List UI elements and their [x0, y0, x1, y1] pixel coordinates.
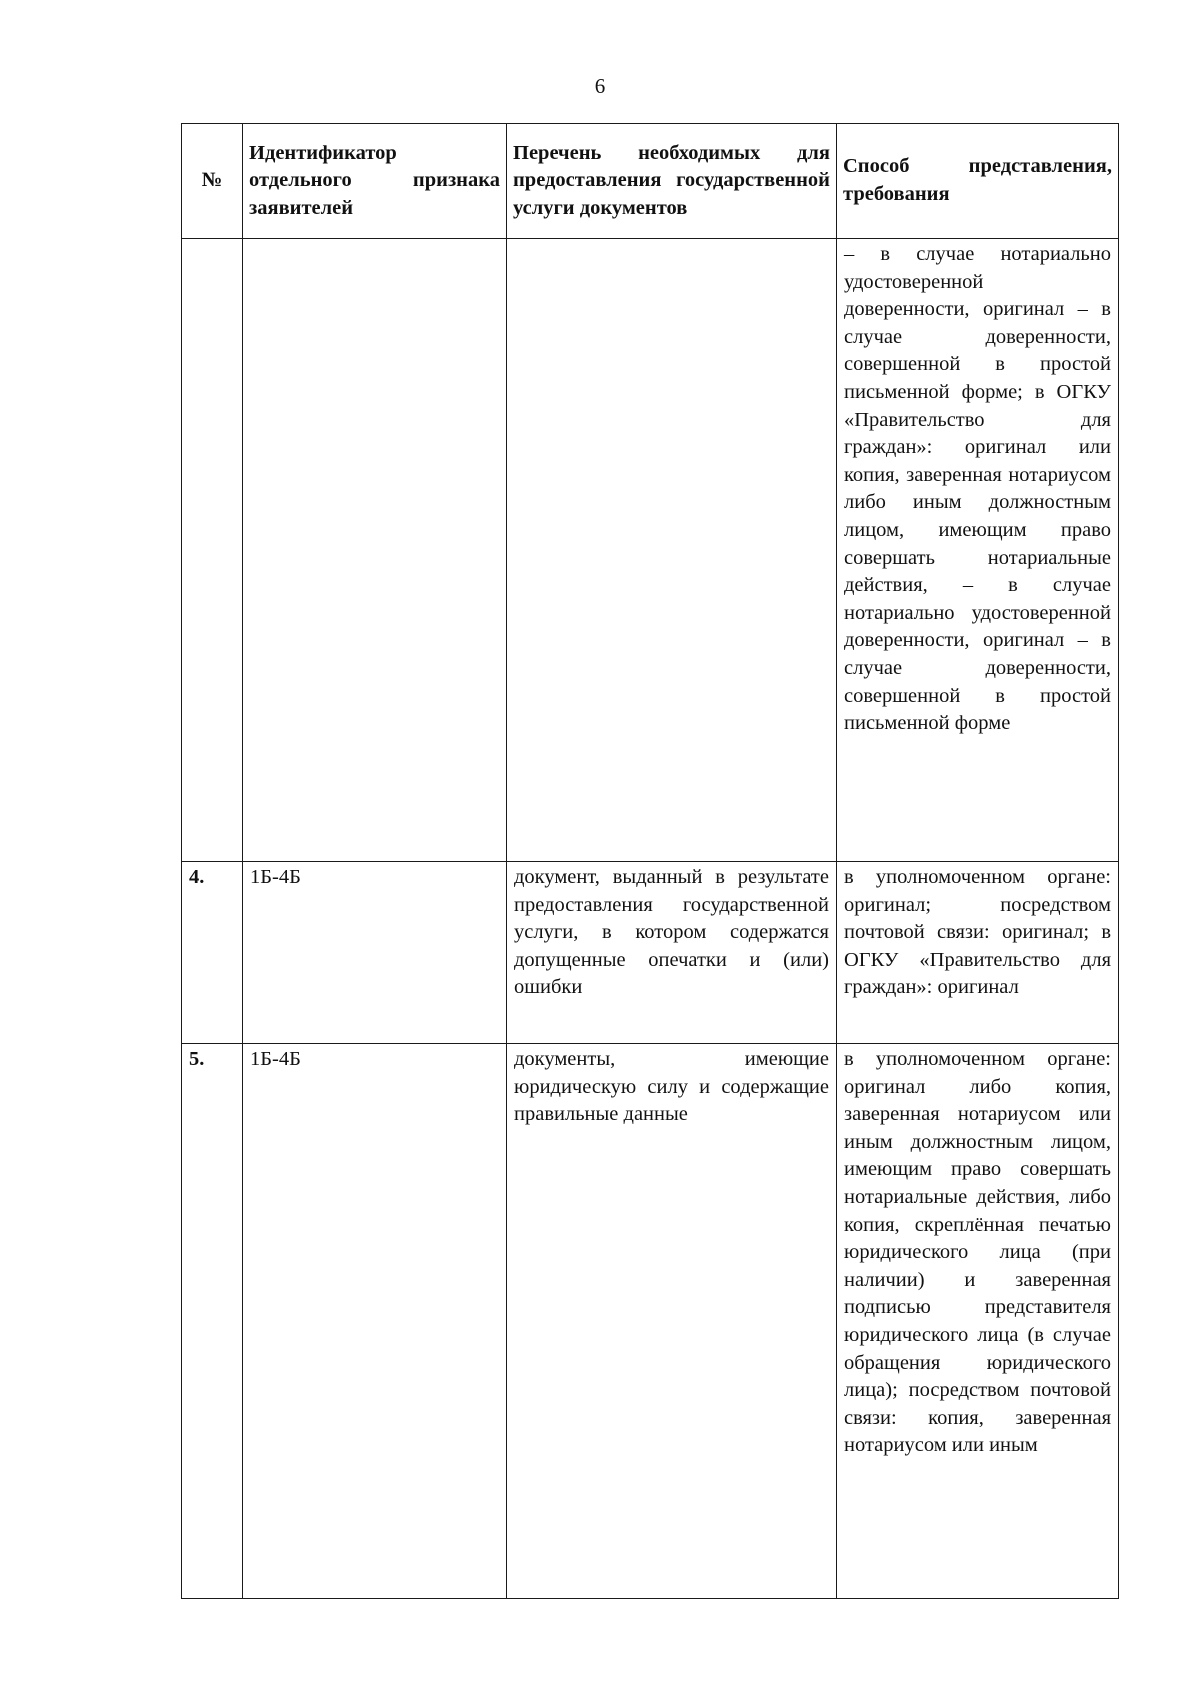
row-identifier: 1Б-4Б — [243, 1044, 507, 1599]
row-num — [182, 239, 243, 862]
header-num: № — [182, 124, 243, 239]
table-row — [182, 1044, 1119, 1599]
row-documents — [507, 239, 837, 862]
page-number: 6 — [594, 74, 606, 98]
row-method: в уполномоченном органе: оригинал; посредством почтовой связи: оригинал; в ОГКУ «Правительство для граждан»: оригинал — [837, 862, 1119, 1044]
table-row — [182, 239, 1119, 862]
header-identifier: Идентификатор отдельного признака заявителей — [243, 124, 507, 239]
header-documents: Перечень необходимых для предоставления государственной услуги документов — [507, 124, 837, 239]
row-method: – в случае нотариально удостоверенной доверенности, оригинал – в случае доверенности, совершенной в простой письменной форме; в ОГКУ «Правительство для граждан»: оригинал или копия, заверенная нотариусом либо иным должностным лицом, имеющим право совершать нотариальные действия, – в случае нотариально удостоверенной доверенности, оригинал – в случае доверенности, совершенной в простой письменной форме — [837, 239, 1119, 862]
row-method: в уполномоченном органе: оригинал либо копия, заверенная нотариусом или иным должностным лицом, имеющим право совершать нотариальные действия, либо копия, скреплённая печатью юридического лица (при наличии) и заверенная подписью представителя юридического лица (в случае обращения юридического лица); посредством почтовой связи: копия, заверенная нотариусом или иным — [837, 1044, 1119, 1599]
table-row — [182, 862, 1119, 1044]
row-identifier: 1Б-4Б — [243, 862, 507, 1044]
row-documents: документ, выданный в результате предоставления государственной услуги, в котором содержатся допущенные опечатки и (или) ошибки — [507, 862, 837, 1044]
header-method: Способ представления, требования — [837, 124, 1119, 239]
row-num: 4. — [182, 862, 243, 1044]
row-identifier — [243, 239, 507, 862]
requirements-table — [181, 123, 1119, 1599]
row-documents: документы, имеющие юридическую силу и содержащие правильные данные — [507, 1044, 837, 1599]
row-num: 5. — [182, 1044, 243, 1599]
table-header-row — [182, 124, 1119, 239]
